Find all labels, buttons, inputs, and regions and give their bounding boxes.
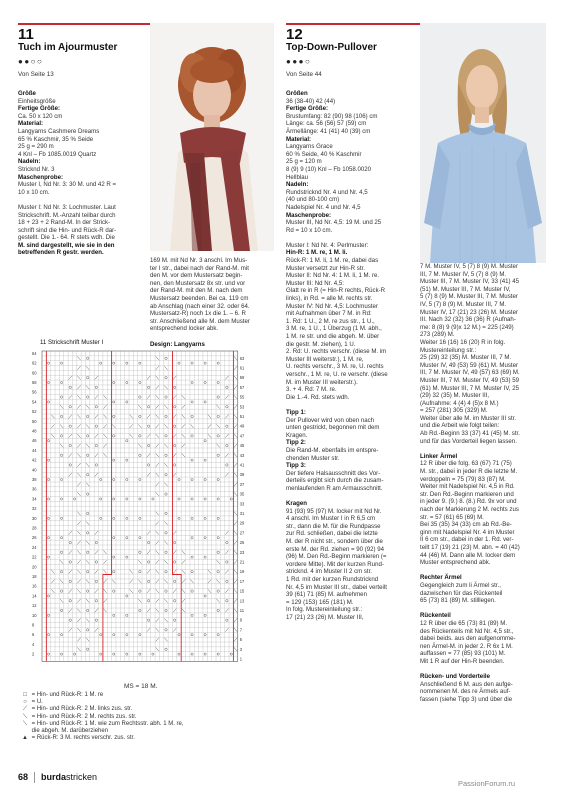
legend-symbol: ⟍ [22,713,28,720]
text-line: Hin-R: 1 M. re, 1 M. li. [286,249,348,257]
text-line: Nadelspiel Nr. 4 und Nr. 4,5 [286,203,361,211]
legend-text: = Rück-R: 3 M. rechts verschr. zus. str. [30,735,135,742]
right-article-title: Top-Down-Pullover [286,42,377,53]
row-number: 25 [239,540,245,546]
text-line: Muster IV, 49 (53) 59 (61) M. Muster [420,361,518,369]
text-line: Tipp 1: [286,408,306,416]
text-line: entsprechend locker abk. [150,325,219,333]
text-line: dazwischen für das Rückenteil [420,589,503,597]
row-number: 9 [239,617,243,623]
row-number: 16 [32,583,37,589]
row-number: 13 [239,598,245,604]
text-line: ter I str., dabei nach der Rand-M. mit [150,264,249,272]
text-line: Tipp 3: [286,462,306,470]
row-number: 52 [32,409,37,415]
ms-label: MS = 18 M. [124,683,158,690]
text-line: Strickschrift. M.-Anzahl teilbar durch [18,211,116,219]
text-line: 8 (9) 9 (10) Knl – Fb 1058.0020 [286,165,372,173]
row-number: 3 [239,646,243,652]
left-article-number: 11 [18,26,34,43]
text-line: Muster versetzt zur Hin-R str. [286,264,365,272]
text-line [420,445,520,453]
text-line: Muster I: Nd Nr. 3: Lochmuster. Laut [18,203,116,211]
row-number: 31 [239,510,245,516]
text-line: Rück-R: 1 M. li, 1 M. re, dabei das [286,257,379,265]
text-line: 25 g = 290 m [18,143,54,151]
row-number: 47 [239,433,245,439]
text-line: 2. Rd: U. rechts verschr. (diese M. im [286,348,387,356]
row-number: 22 [32,554,37,560]
text-line: links), in Rd. = alle M. rechts str. [286,295,373,303]
text-line: Bei 35 (35) 34 (33) cm ab Rd.-Be- [420,521,512,529]
row-number: 51 [239,413,245,419]
text-line: Der tiefere Halsausschnitt des Vor- [286,469,381,477]
text-line: U. rechts verschr., 3 M. re, U. rechts [286,363,384,371]
row-number: 62 [32,360,37,366]
text-line: = 257 (281) 305 (329) M. [420,407,488,415]
text-line: 18 + 23 + 2 Rand-M. In der Strick- [18,219,111,227]
text-line: Anschließend 6 M. aus den aufge- [420,680,513,688]
text-line: In folg. Mustereinteilung str.: [286,606,363,614]
text-line [18,196,116,204]
row-number: 54 [32,399,37,405]
text-line: 44 (46) M. Dann alle M. locker dem [420,551,516,559]
text-line: str. Anschließend alle M. dem Muster [150,317,250,325]
text-line: unten gestrickt, begonnen mit dem [286,424,380,432]
text-line: betreffenden R gestr. werden. [18,249,104,257]
text-line: 25 g = 120 m [286,158,322,166]
text-line: stricknd. 4 im Muster II 2 cm str. [286,568,373,576]
text-line: 1 M. re str. und die abgeh. M. über [286,333,380,340]
row-number: 53 [239,404,245,410]
row-number: 50 [32,418,37,424]
text-line [420,665,520,673]
legend-text: = Hin- und Rück-R: 1 M. wie zum Rechtsstr. abh. 1 M. re, [30,720,184,727]
row-number: 56 [32,389,37,395]
legend-symbol: ⟍ [22,720,28,727]
row-number: 2 [32,651,35,657]
row-number: 6 [32,632,35,638]
text-line: Muster entsprechend abk. [420,559,491,567]
text-line: M. der R nicht str., sondern über die [286,538,383,546]
legend-symbol: ⟋ [22,706,28,713]
text-line: (Aufnahme: 4 (4) 4 (5)x 8 M.) [420,399,499,407]
text-line: menlaufenden R am Armausschnitt. [286,484,383,492]
left-page-ref: Von Seite 13 [18,71,54,78]
left-col1-text [18,90,116,257]
knitting-chart [30,349,250,676]
text-line: Nadeln: [286,181,309,189]
row-number: 21 [239,559,245,565]
right-article-number: 12 [286,26,303,43]
text-line: Brustumfang: 82 (90) 98 (106) cm [286,112,378,120]
text-line: 4 Knl – Fb 1085.0019 Quartz [18,150,97,158]
row-number: 18 [32,574,37,580]
text-line: chenden Muster str. [286,454,340,462]
text-line: Die Rand-M. ebenfalls im entspre- [286,446,379,454]
text-line [286,492,388,500]
row-number: 55 [239,394,245,400]
text-line: Rd = 10 x 10 cm. [286,226,333,234]
row-number: 39 [239,472,245,478]
text-line: Design: Langyarns [150,340,205,348]
text-line: 12 R über die 65 (73) 81 (89) M. [420,619,508,627]
chart-title: 11 Strickschrift Muster I [40,339,104,346]
text-line: Der Pullover wird von oben nach [286,416,375,424]
row-number: 44 [32,447,37,453]
text-line: str. = 57 (61) 65 (69) M. [420,513,484,521]
row-number: 29 [239,520,245,526]
row-number: 49 [239,423,245,429]
left-col2-text [150,257,250,348]
text-line: teilt 17 (19) 21 (23) M. abn. = 40 (42) [420,543,520,551]
row-number: 58 [32,380,37,386]
text-line: Material: [18,120,44,128]
text-line: Hellblau [286,173,309,181]
row-number: 14 [32,593,37,599]
text-line: Ab Rd.-Beginn 33 (37) 41 (45) M. str. [420,430,520,438]
text-line: 25 (29) 32 (35) M. Muster III, 7 M. [420,354,512,362]
text-line: 10 x 10 cm. [18,188,50,196]
brand-logo: burdastricken [41,772,98,782]
text-line: die gestr. M. ziehen), 1 U. [286,340,356,348]
right-difficulty: ●●●○ [286,57,312,66]
text-line: derteils ergibt sich durch die zusam- [286,477,384,485]
text-line: IV, 5 (7) 8 (9) M. Muster III, 7 M. [420,300,507,308]
text-line: str. Den Rd.-Beginn markieren und [420,490,514,498]
row-number: 26 [32,535,37,541]
text-line: III. Nach 32 (32) 36 (36) R (Aufnah- [420,316,516,324]
text-line: Weiter mit Nadelspiel Nr. 4,5 in Rd. [420,483,515,491]
text-line: Maschenprobe: [18,173,64,181]
text-line: (29) 32 (35) M. Muster III, [420,392,490,400]
text-line: Muster IV: Nd Nr. 4,5: Lochmuster [286,302,378,310]
text-line: Maschenprobe: [286,211,332,219]
text-line: Rundstricknd Nr. 4 und Nr. 4,5 [286,188,368,196]
left-difficulty: ●●○○ [18,57,44,66]
legend-symbol: □ [23,692,27,698]
text-line: nen Ärmel-M. in jeder 2. R 6x 1 M. [420,642,513,650]
text-line [420,605,520,613]
text-line: Muster I, Nd Nr. 3: 30 M. und 42 R = [18,181,117,189]
text-line: nach der Markierung 2 M. rechts zus [420,506,519,513]
row-number: 15 [239,588,245,594]
text-line: (40 und 80-100 cm) [286,196,340,204]
text-line: 39 (61) 71 (85) M. aufnehmen [286,591,367,599]
text-line: Fertige Größe: [286,105,328,113]
row-number: 59 [239,375,245,381]
text-line [286,401,388,409]
text-line: Stricknd Nr. 3 [18,165,55,173]
text-line: zur Rd. schließen, dabei die letzte [286,530,378,538]
right-col2-text [420,263,520,703]
row-number: 8 [32,622,35,628]
row-number: 37 [239,481,245,487]
text-line: Muster I: Nd Nr. 4: Perlmuster: [286,241,369,249]
text-line: III, 7 M. Muster IV, 5 (7) 8 (9) M. [420,270,507,278]
text-line [420,567,520,575]
text-line: Muster III: Nd Nr. 4,5: [286,279,344,287]
row-number: 1 [239,656,243,662]
text-line: Muster IV, 17 (21) 23 (26) M. Muster [420,308,518,316]
text-line: Rücken- und Vorderteile [420,673,490,681]
row-number: 7 [239,627,243,633]
text-line: = 129 (153) 165 (181) M. [286,598,354,606]
text-line: Muster III, 7 M. Muster IV, 33 (41) 45 [420,278,520,286]
text-line: Ärmellänge: 41 (41) 40 (39) cm [286,127,371,135]
legend-item [20,735,184,742]
legend-text: = Hin- und Rück-R: 1 M. re [30,692,104,698]
text-line: 1. Rd: 1 U., 2 M. re zus str., 1 U., [286,317,375,325]
row-number: 41 [239,462,245,468]
text-line: 91 (93) 95 (97) M. locker mit Nd Nr. [286,507,382,515]
text-line: Rechter Ärmel [420,574,462,582]
text-line: Tipp 2: [286,439,306,447]
text-line: Linker Ärmel [420,452,458,460]
legend-text: = Hin- und Rück-R: 2 M. rechts zus. str. [30,713,137,720]
right-col1-text [286,90,388,622]
row-number: 12 [32,603,37,609]
legend-item [20,692,184,699]
text-line: Muster III weiterstr.), 1 M. re, [286,355,364,363]
row-number: 33 [239,501,245,507]
text-line: verdoppeln = 75 (79) 83 (87) M. [420,475,506,483]
text-line: 3. + 4. Rd: 7 M. re. [286,386,337,394]
text-line [286,234,388,242]
pullover-photo [420,23,546,263]
text-line: (96) M. Den Rd.-Beginn markieren (= [286,553,387,561]
text-line: III, 7 M. Muster IV, 49 (57) 63 (69) M. [420,369,520,377]
text-line: Muster III, 7 M. Muster IV, 49 (53) 59 [420,376,520,384]
legend-symbol: ○ [23,699,27,706]
text-line: Länge: ca. 56 (56) 57 (59) cm [286,120,367,128]
text-line: Mustersatz-R) noch 1x die 1. – 6. R [150,310,246,318]
text-line: Weiter 16 (16) 16 (20) R in folg. [420,338,506,346]
text-line: 17 (21) 23 (26) M. Muster III, [286,613,364,621]
text-line: II 6 cm str., dabei in der 1. Rd. ver- [420,536,514,544]
text-line: 1 Rd. mit der kurzen Rundstricknd [286,576,379,583]
row-number: 36 [32,486,37,492]
text-line: 65 % Kaschmir, 35 % Seide [18,135,94,143]
text-line: Größen [286,90,308,97]
text-line: 3 M. re, 1 U., 1 Überzug (1 M. abh., [286,325,382,333]
text-line: dabei beids. aus den aufgenomme- [420,635,516,643]
row-number: 45 [239,443,245,449]
text-line: ginn mit Nadelspiel Nr. 4 im Muster [420,528,515,536]
text-line: M. sind dargestellt, wie sie in den [18,241,115,249]
text-line: Mustereinteilung str.: [420,346,477,354]
text-line: 36 (38-40) 42 (44) [286,97,336,105]
text-line: und für das Vorderteil liegen lassen. [420,437,517,445]
text-line: verschr., 1 M. re, U. re verschr. (diese [286,370,388,378]
row-number: 38 [32,477,37,483]
text-line: Ca. 50 x 120 cm [18,112,63,120]
text-line: erste M. der Rd. ziehen = 90 (92) 94 [286,545,385,553]
row-number: 27 [239,530,245,536]
text-line: str., dann die M. für die Rundpasse [286,522,381,530]
text-line: 4 anschl. Im Muster I in R 6,5 cm [286,515,376,523]
legend-item [20,706,184,713]
text-line: (61) M. Muster III, 7 M. Muster IV, 25 [420,384,519,392]
row-number: 5 [239,637,243,643]
right-page-ref: Von Seite 44 [286,71,322,78]
text-line: Gegengleich zum li Ärmel str., [420,581,501,589]
row-number: 24 [32,544,37,550]
row-number: 60 [32,370,37,376]
row-number: 63 [239,355,245,361]
text-line: vordere Mitte). Mit der kurzen Rund- [286,560,384,568]
text-line: Nadeln: [18,158,41,166]
legend-item [20,728,184,735]
text-line: gestellt. Die 1.- 64. R stets wdh. Die [18,234,115,242]
legend-text: die abgeh. M. darüberziehen [30,728,109,735]
text-line: 273 (289) M. [420,331,455,339]
text-line: fassen (siehe Tipp 3) und über die [420,695,513,703]
text-line: Mit 1 R auf der Hin-R beenden. [420,657,505,665]
row-number: 30 [32,515,37,521]
legend-symbol: ▲ [22,735,28,742]
row-number: 48 [32,428,37,434]
text-line: Einheitsgröße [18,97,56,105]
text-line: me: 8 (8) 9 (9)x 12 M.) = 225 (249) [420,323,514,331]
text-line: 60 % Seide, 40 % Kaschmir [286,150,362,158]
row-number: 42 [32,457,37,463]
row-number: 11 [239,607,244,613]
text-line: Kragen [286,500,307,508]
row-number: 28 [32,525,37,531]
text-line: Material: [286,135,312,143]
row-number: 17 [239,578,245,584]
text-line: Glatt re in R (= Hin-R rechts, Rück-R [286,287,386,295]
row-number: 23 [239,549,245,555]
text-line: der Rand-M. mit den M. nach dem [150,287,243,295]
row-number: 40 [32,467,37,473]
row-number: 20 [32,564,37,570]
text-line: des Rückenteils mit Nd Nr. 4,5 str., [420,627,514,635]
text-line: Langyarns Cashmere Dreams [18,127,100,135]
row-number: 43 [239,452,245,458]
left-article-title: Tuch im Ajourmuster [18,42,118,53]
text-line: 65 (73) 81 (89) M. stilllegen. [420,597,496,605]
page-footer [18,772,97,783]
text-line: Nr. 4,5 im Muster III str., dabei verteilt [286,583,387,591]
text-line: ab Anschlag (nach einer 32. oder 64. [150,302,250,310]
text-line: mit Aufnahmen über 7 M. in Rd: [286,310,372,318]
row-number: 34 [32,496,37,502]
watermark: PassionForum.ru [458,779,516,788]
text-line: nommenen M. des re Ärmels auf- [420,688,511,696]
text-line: M. im Muster III weiterstr.). [286,378,358,386]
text-line: Muster III, Nd Nr. 4,5: 19 M. und 25 [286,219,382,227]
text-line: Größe [18,90,36,97]
legend-item [20,721,184,728]
text-line: Muster II: Nd Nr. 4: 1 M. li, 1 M. re. [286,272,380,280]
scarf-photo [150,23,274,251]
text-line: und die Arbeit wie folgt teilen: [420,422,500,430]
row-number: 35 [239,491,245,497]
text-line: den M. vor dem Mustersatz begin- [150,272,243,280]
text-line: (51) M. Muster III, 7 M. Muster IV, [420,285,511,293]
text-line: 5 (7) 8 (9) M. Muster III, 7 M. Muster [420,293,518,301]
legend-item [20,714,184,721]
row-number: 19 [239,569,245,575]
row-number: 32 [32,506,37,512]
text-line: auffassen = 77 (85) 93 (101) M. [420,650,506,658]
row-number: 46 [32,438,37,444]
text-line: 7 M. Muster IV, 5 (7) 8 (9) M. Muster [420,263,518,270]
row-number: 61 [239,365,245,371]
text-line: 12 R über die folg. 63 (67) 71 (75) [420,460,512,468]
row-number: 4 [32,641,35,647]
text-line: M. str., dabei in jeder R die letzte M. [420,468,518,476]
text-line: Langyarns Grace [286,143,333,151]
text-line: 169 M. mit Nd Nr. 3 anschl. Im Mus- [150,257,248,264]
text-line: Rückenteil [420,612,451,620]
text-line: Weiter über alle M. im Muster III str. [420,414,517,422]
page-number: 68 [18,772,29,782]
row-number: 10 [32,612,37,618]
legend-text: = U. [30,699,43,706]
legend-text: = Hin- und Rück-R: 2 M. links zus. str. [30,706,133,713]
text-line [150,333,250,341]
text-line: Fertige Größe: [18,105,60,113]
text-line: Kragen. [286,431,308,439]
text-line: Die 1.-4. Rd. stets wdh. [286,393,350,401]
text-line: nen, den Mustersatz 8x str. und vor [150,279,246,287]
chart-legend [20,692,184,742]
row-number: 64 [32,350,37,356]
text-line: schrift sind die Hin- und Rück-R dar- [18,226,117,234]
row-number: 57 [239,384,245,390]
text-line: Mustersatz beenden. Bei ca. 119 cm [150,294,249,302]
text-line: in jeder 9. (9.) 8. (8.) Rd. 9x vor und [420,498,517,506]
